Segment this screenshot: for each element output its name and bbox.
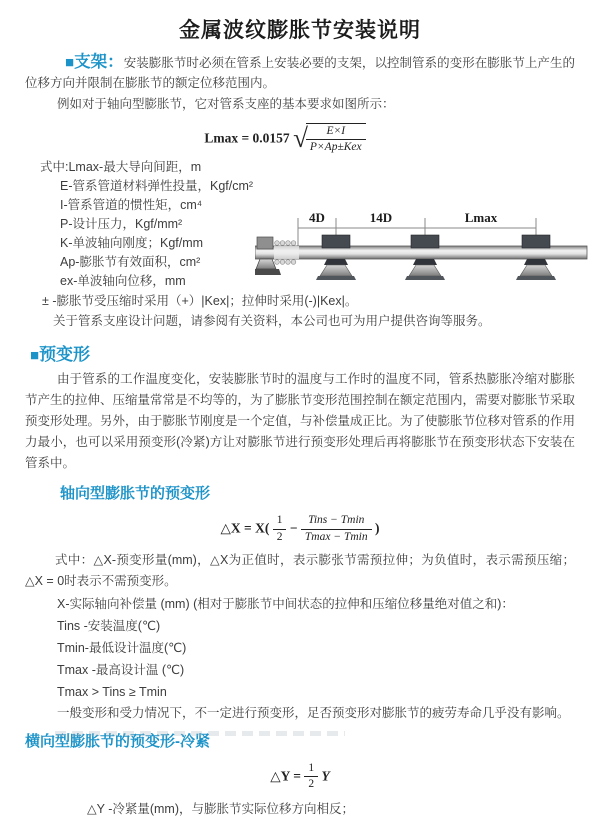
half-numerator: 1 bbox=[273, 514, 287, 529]
cutoff-text-line bbox=[55, 731, 345, 736]
temperature-fraction bbox=[301, 514, 372, 543]
support-intro-paragraph bbox=[25, 52, 575, 93]
axial-predeform-formula bbox=[25, 514, 575, 543]
dy-formula-rhs: Y bbox=[321, 768, 330, 784]
axial-note: 一般变形和受力情况下，不一定进行预变形，足否预变形对膨胀节的疲劳寿命几乎没有影响。 bbox=[57, 705, 570, 720]
definition-item: E-管系管道材料弹性投量，Kgf/cm² bbox=[60, 179, 254, 194]
axial-definitions bbox=[25, 593, 575, 703]
support-example-line: 例如对于轴向型膨胀节，它对管系支座的基本要求如图所示： bbox=[57, 97, 395, 111]
service-note: 关于管系支座设计问题，请参阅有关资料，本公司也可为用户提供咨询等服务。 bbox=[53, 314, 491, 329]
minus-sign: − bbox=[289, 521, 298, 537]
dx-formula-lhs: △X = X( bbox=[220, 521, 270, 537]
definition-item: ex-单波轴向位移，mm bbox=[60, 274, 186, 289]
page-title: 金属波纹膨胀节安装说明 bbox=[179, 19, 421, 42]
lmax-formula-lhs: Lmax = 0.0157 bbox=[204, 130, 290, 146]
definition-item: I-管系管道的惯性矩，cm⁴ bbox=[60, 198, 203, 213]
predeform-paragraph: 由于管系的工作温度变化，安装膨胀节时的温度与工作时的温度不同，管系热膨胀冷缩对膨胀节产生的拉伸、压缩量常常是不均等的，为了膨胀节变形范围控制在额定范围内，需要对膨胀节采取预变形处理。另外，由于膨胀节刚度是一个定值，与补偿量成正比。为了使膨胀节位移对管系的作用力最小，也可以采用预变形(冷紧)方让对膨胀节进行预变形处理后再将膨胀节在预变形状态下安装在管系中。 bbox=[25, 372, 576, 471]
axial-definition-item: Tins -安装温度(℃) bbox=[57, 618, 161, 633]
half-numerator: 1 bbox=[304, 762, 318, 777]
plus-minus-note: ± -膨胀节受压缩时采用（+）|Kex|；拉伸时采用(-)|Kex|。 bbox=[42, 294, 358, 309]
predeform-heading-label: 预变形 bbox=[39, 345, 91, 365]
axial-definition-item: Tmax -最高设计温 (℃) bbox=[57, 662, 185, 677]
one-half-fraction bbox=[304, 762, 318, 791]
one-half-fraction bbox=[273, 514, 287, 543]
bellows-icon bbox=[274, 241, 299, 265]
definition-item: K-单波轴向刚度；Kgf/mm bbox=[60, 236, 204, 251]
dim-label-14d: 14D bbox=[369, 210, 393, 225]
support-section-heading bbox=[65, 53, 124, 71]
axial-definition-item: Tmax > Tins ≥ Tmin bbox=[57, 684, 167, 699]
dim-label-lmax: Lmax bbox=[464, 210, 498, 225]
section-marker-icon: ■ bbox=[30, 347, 40, 365]
lmax-formula-fraction bbox=[306, 123, 366, 154]
definition-item: Ap-膨胀节有效面积，cm² bbox=[60, 255, 201, 270]
section-marker-icon: ■ bbox=[65, 54, 75, 71]
half-denominator: 2 bbox=[308, 778, 315, 791]
dy-note: △Y -冷紧量(mm)，与膨胀节实际位移方向相反； bbox=[87, 802, 355, 817]
dy-formula-lhs: △Y = bbox=[270, 768, 301, 784]
axial-predeform-subheading: 轴向型膨胀节的预变形 bbox=[60, 485, 211, 503]
lateral-predeform-formula bbox=[25, 762, 575, 791]
axial-definition-item: X-实际轴向补偿量 (mm) (相对于膨胀节中间状态的拉伸和压缩位移量绝对值之和)： bbox=[57, 596, 514, 611]
document-body bbox=[0, 52, 600, 820]
lateral-predeform-subheading: 横向型膨胀节的预变形-冷紧 bbox=[25, 732, 210, 750]
lmax-formula bbox=[25, 123, 545, 154]
temperature-denominator: Tmax − Tmin bbox=[304, 530, 368, 543]
half-denominator: 2 bbox=[276, 530, 283, 543]
lmax-denominator: P×Ap±Kex bbox=[309, 141, 362, 154]
support-heading-label: 支架： bbox=[74, 53, 124, 71]
lmax-numerator: E×I bbox=[306, 125, 366, 140]
definition-lead: 式中:Lmax-最大导向间距，m bbox=[40, 160, 202, 175]
axial-definition-item: Tmin-最低设计温度(℃) bbox=[57, 640, 187, 655]
pipe-support-figure bbox=[255, 206, 600, 306]
support-intro-text: 安装膨胀节时必须在管系上安装必要的支架，以控制管系的变形在膨胀节上产生的位移方向并限制在膨胀节的额定位移范围内。 bbox=[25, 56, 575, 90]
dim-label-4d: 4D bbox=[309, 210, 325, 225]
dx-formula-rhs: ) bbox=[375, 521, 380, 537]
sqrt-symbol: √ bbox=[293, 123, 306, 154]
dx-explain-paragraph: 式中：△X-预变形量(mm)，△X为正值时，表示膨张节需预拉伸；为负值时，表示需预压缩；△X = 0时表示不需预变形。 bbox=[25, 552, 575, 588]
temperature-numerator: Tins − Tmin bbox=[301, 514, 372, 529]
predeform-section-heading bbox=[30, 345, 575, 366]
definition-item: P-设计压力，Kgf/mm² bbox=[60, 217, 183, 232]
